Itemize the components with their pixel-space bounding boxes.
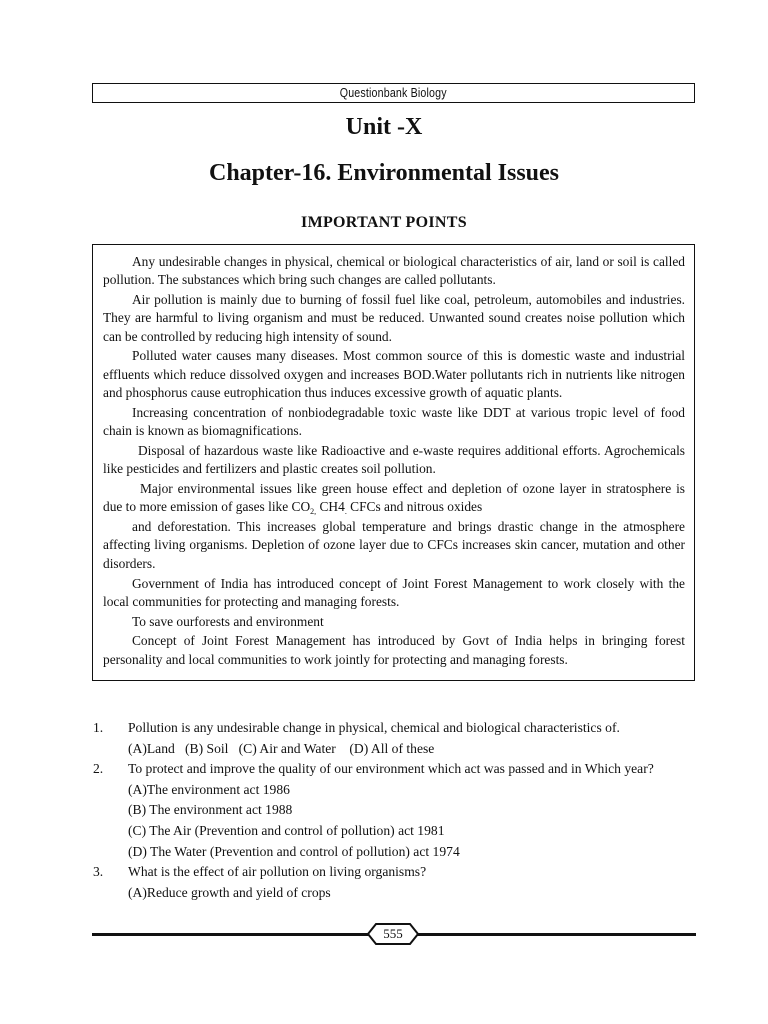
- chapter-title: Chapter-16. Environmental Issues: [208, 160, 560, 186]
- subscript: 2,: [310, 507, 317, 517]
- question-option: (A)Reduce growth and yield of crops: [128, 884, 331, 900]
- question-option: (B) The environment act 1988: [128, 802, 293, 818]
- page-number-badge: [367, 923, 419, 945]
- question-number: 1.: [93, 720, 104, 735]
- point-paragraph: To save ourforests and environment: [132, 613, 324, 629]
- point-paragraph: Increasing concentration of nonbiodegradable toxic waste like DDT at various tropic level of food chain is known as biomagnifications.: [103, 404, 685, 439]
- subscript: .: [344, 507, 347, 517]
- question-text: To protect and improve the quality of our environment which act was passed and in Which year?: [128, 761, 654, 777]
- point-text: CFCs and nitrous oxides: [346, 499, 483, 515]
- running-header-text: Questionbank Biology: [339, 85, 447, 100]
- question-item: [93, 862, 703, 883]
- question-item: [93, 718, 703, 739]
- section-title: IMPORTANT POINTS: [301, 214, 467, 231]
- point-paragraph: Air pollution is mainly due to burning of fossil fuel like coal, petroleum, automobiles and industries. They are harmful to living organism and must be reduced. Unwanted sound creates noise pollution which can be controlled by reducing high intensity of sound.: [103, 292, 685, 344]
- question-number: 2.: [93, 761, 104, 777]
- point-paragraph: [103, 480, 685, 517]
- point-paragraph: Any undesirable changes in physical, chemical or biological characteristics of air, land or soil is called pollution. The substances which bring such changes are called pollutants.: [103, 254, 685, 288]
- question-option: (D) The Water (Prevention and control of pollution) act 1974: [128, 843, 460, 859]
- page-number: 555: [383, 926, 403, 941]
- question-text: Pollution is any undesirable change in physical, chemical and biological characteristics of.: [128, 720, 620, 735]
- point-paragraph: Polluted water causes many diseases. Most common source of this is domestic waste and industrial effluents which reduce dissolved oxygen and increases BOD.Water pollutants rich in nutrients like nitrogen and phosphorus cause eutrophication thus induces excessive growth of aquatic plants.: [103, 348, 685, 401]
- question-text: What is the effect of air pollution on living organisms?: [128, 864, 427, 880]
- question-option: (A)The environment act 1986: [128, 781, 290, 797]
- important-points-box: [92, 244, 695, 681]
- point-paragraph: Government of India has introduced concept of Joint Forest Management to work closely with the local communities for protecting and managing forests.: [103, 575, 685, 609]
- point-text: Major environmental issues like green house effect and depletion of ozone layer in stratosphere is due to more emission of gases like CO: [103, 481, 685, 515]
- question-item: [93, 759, 703, 780]
- point-paragraph: Concept of Joint Forest Management has introduced by Govt of India helps in bringing forest personality and local communities to work jointly for protecting and managing forests.: [103, 633, 685, 667]
- question-option: (C) The Air (Prevention and control of pollution) act 1981: [128, 822, 445, 838]
- question-list: [93, 718, 703, 903]
- point-paragraph: Disposal of hazardous waste like Radioactive and e-waste requires additional efforts. Agrochemicals like pesticides and fertilizers and plastic creates soil pollution.: [103, 442, 685, 477]
- point-text: CH4: [316, 499, 345, 515]
- unit-title: Unit -X: [345, 114, 423, 140]
- running-header: [92, 83, 695, 103]
- question-options: (A)Land (B) Soil (C) Air and Water (D) All of these: [128, 740, 435, 756]
- question-number: 3.: [93, 864, 104, 880]
- point-paragraph: and deforestation. This increases global temperature and brings drastic change in the atmosphere affecting living organisms. Depletion of ozone layer due to CFCs increases skin cancer, mutation and other disorders.: [103, 519, 685, 571]
